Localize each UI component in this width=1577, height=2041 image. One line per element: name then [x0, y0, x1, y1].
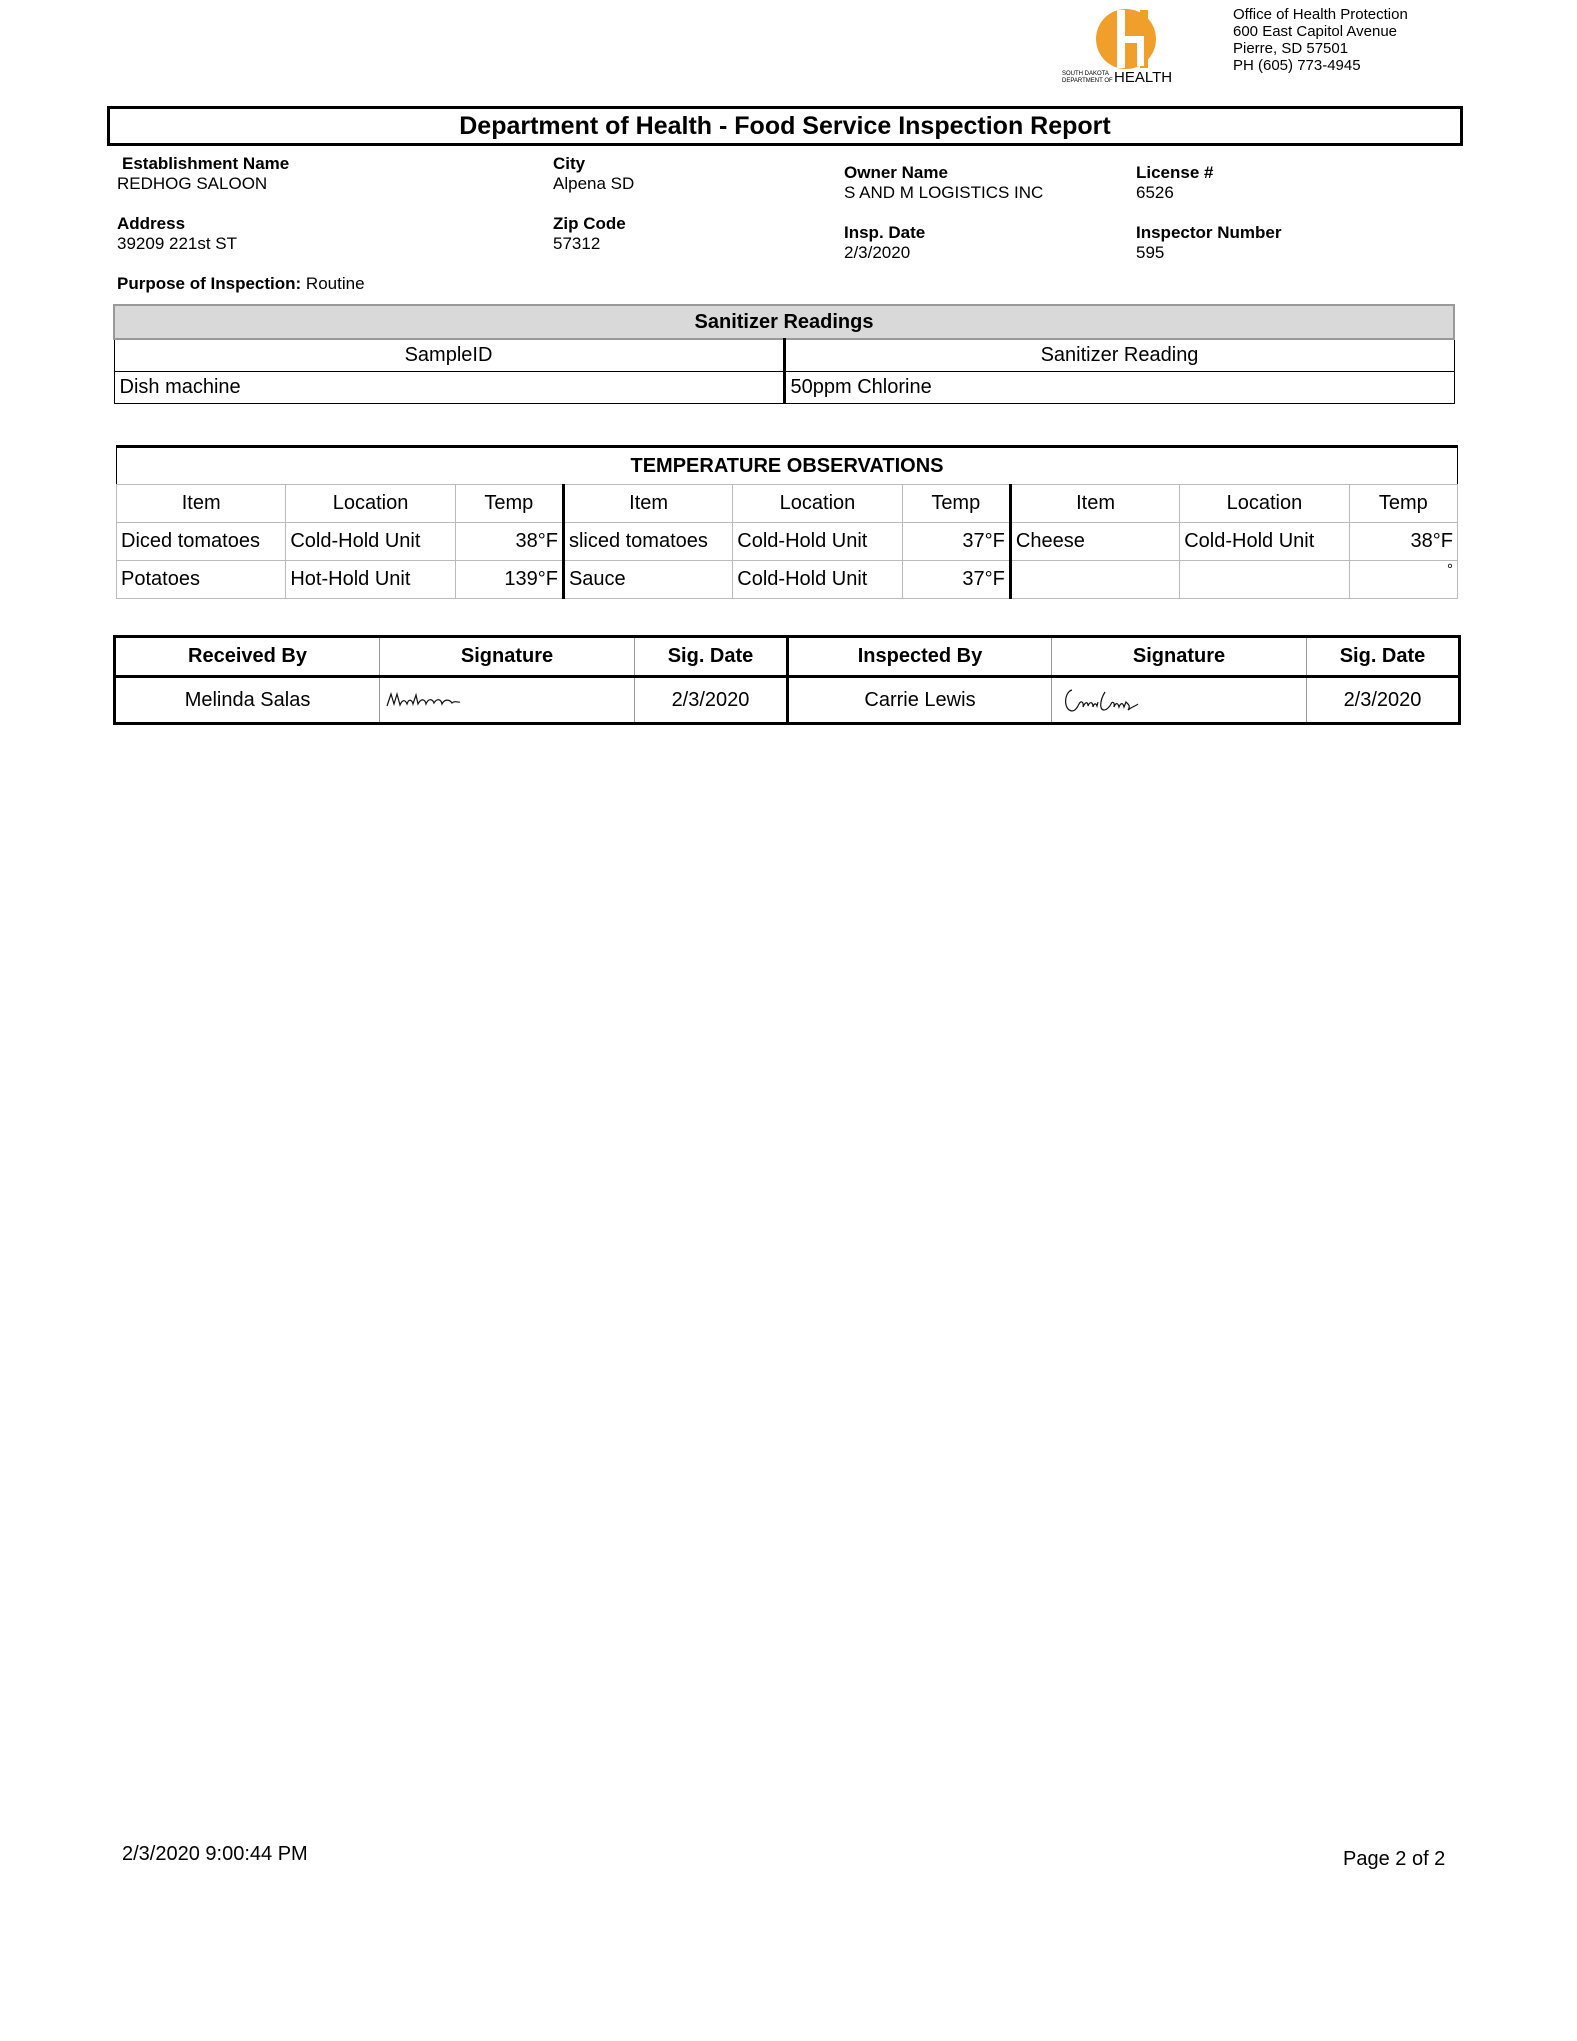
- temperature-header-row: [117, 485, 1458, 523]
- office-city: Pierre, SD 57501: [1233, 40, 1349, 57]
- owner-value: S AND M LOGISTICS INC: [844, 183, 1044, 202]
- city-label: City: [553, 154, 586, 173]
- sanitizer-reading-header: Sanitizer Reading: [784, 339, 1454, 371]
- owner-label: Owner Name: [844, 163, 948, 182]
- office-address: [1233, 6, 1408, 74]
- inspected-by-name: Carrie Lewis: [788, 677, 1052, 724]
- sampleid-header: SampleID: [114, 339, 784, 371]
- purpose-line: [117, 274, 365, 294]
- item-cell: [1010, 561, 1179, 599]
- office-street: 600 East Capitol Avenue: [1233, 23, 1398, 40]
- temp-cell: 38°F: [455, 523, 563, 561]
- temp-cell: 139°F: [455, 561, 563, 599]
- item-cell: Cheese: [1010, 523, 1179, 561]
- inspected-date: 2/3/2020: [1307, 677, 1460, 724]
- col-header: Location: [733, 485, 902, 523]
- address-label: Address: [117, 214, 186, 233]
- sig-date-header: Sig. Date: [1307, 637, 1460, 677]
- purpose-value: Routine: [305, 274, 365, 293]
- signature-header: Signature: [380, 637, 635, 677]
- temp-cell: 37°F: [902, 523, 1010, 561]
- inspector-label: Inspector Number: [1136, 223, 1282, 242]
- col-header: Item: [563, 485, 732, 523]
- reading-cell: 50ppm Chlorine: [784, 371, 1454, 403]
- temp-cell: °: [1349, 561, 1457, 599]
- report-title: Department of Health - Food Service Inspection Report: [107, 106, 1463, 146]
- table-row: [117, 523, 1458, 561]
- office-name: Office of Health Protection: [1233, 6, 1408, 23]
- footer-timestamp: 2/3/2020 9:00:44 PM: [122, 1843, 308, 1865]
- zip-label: Zip Code: [553, 214, 626, 233]
- col-header: Location: [286, 485, 455, 523]
- address-value: 39209 221st ST: [117, 234, 238, 253]
- col-header: Temp: [455, 485, 563, 523]
- logo-word: HEALTH: [1114, 69, 1173, 84]
- inspected-by-header: Inspected By: [788, 637, 1052, 677]
- table-row: [115, 677, 1460, 724]
- signature-header: Signature: [1052, 637, 1307, 677]
- location-cell: Cold-Hold Unit: [733, 561, 902, 599]
- sanitizer-table: [113, 304, 1455, 404]
- office-phone: PH (605) 773-4945: [1233, 57, 1361, 74]
- health-department-logo: [1062, 6, 1174, 84]
- received-date: 2/3/2020: [635, 677, 788, 724]
- insp-date-label: Insp. Date: [844, 223, 926, 242]
- location-cell: [1180, 561, 1349, 599]
- inspector-value: 595: [1136, 243, 1165, 262]
- location-cell: Cold-Hold Unit: [286, 523, 455, 561]
- license-value: 6526: [1136, 183, 1174, 202]
- insp-date-value: 2/3/2020: [844, 243, 911, 262]
- col-header: Temp: [902, 485, 1010, 523]
- city-value: Alpena SD: [553, 174, 635, 193]
- item-cell: Sauce: [563, 561, 732, 599]
- col-header: Temp: [1349, 485, 1457, 523]
- sample-cell: Dish machine: [114, 371, 784, 403]
- item-cell: sliced tomatoes: [563, 523, 732, 561]
- handwritten-signature-icon: [384, 686, 464, 714]
- zip-value: 57312: [553, 234, 601, 253]
- temp-cell: 37°F: [902, 561, 1010, 599]
- table-row: [114, 371, 1454, 403]
- item-cell: Diced tomatoes: [117, 523, 286, 561]
- location-cell: Hot-Hold Unit: [286, 561, 455, 599]
- location-cell: Cold-Hold Unit: [733, 523, 902, 561]
- col-header: Item: [1010, 485, 1179, 523]
- temp-cell: 38°F: [1349, 523, 1457, 561]
- page-number: Page 2 of 2: [1343, 1848, 1446, 1870]
- logo-line1: SOUTH DAKOTA: [1062, 71, 1109, 77]
- establishment-label: Establishment Name: [122, 154, 290, 173]
- location-cell: Cold-Hold Unit: [1180, 523, 1349, 561]
- table-row: [117, 561, 1458, 599]
- license-label: License #: [1136, 163, 1214, 182]
- col-header: Item: [117, 485, 286, 523]
- sanitizer-title: Sanitizer Readings: [114, 305, 1454, 339]
- received-by-header: Received By: [115, 637, 380, 677]
- received-by-name: Melinda Salas: [115, 677, 380, 724]
- inspector-signature: [1052, 677, 1307, 724]
- sig-date-header: Sig. Date: [635, 637, 788, 677]
- logo-line2: DEPARTMENT OF: [1062, 78, 1113, 84]
- signature-table: [113, 635, 1461, 725]
- col-header: Location: [1180, 485, 1349, 523]
- received-signature: [380, 677, 635, 724]
- establishment-value: REDHOG SALOON: [117, 174, 268, 193]
- temperature-title: TEMPERATURE OBSERVATIONS: [117, 447, 1458, 485]
- temperature-table: [116, 445, 1458, 599]
- item-cell: Potatoes: [117, 561, 286, 599]
- handwritten-signature-icon: [1060, 684, 1140, 716]
- purpose-label: Purpose of Inspection:: [117, 274, 302, 293]
